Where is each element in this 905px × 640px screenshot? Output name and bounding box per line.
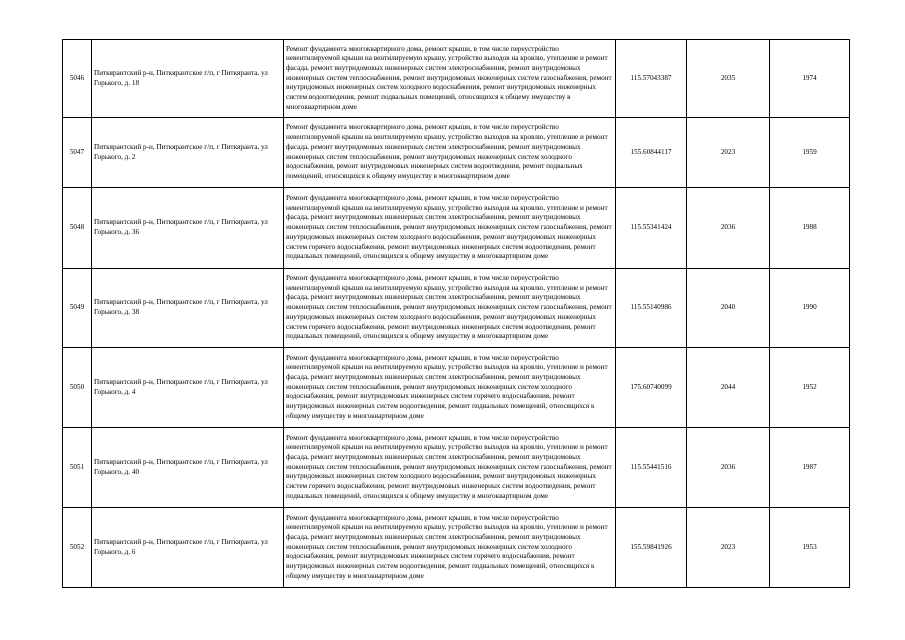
built-year-cell: 1974 bbox=[770, 40, 850, 118]
works-cell: Ремонт фундамента многоквартирного дома, ремонт крыши, в том числе переустройство невентилируемой крыши на вентилируемую крышу, устройство выходов на кровлю, утепление и ремонт фасада, ремонт внутридомовых инженерных систем электроснабжения, ремонт внутридомовых инженерных систем теплоснабжения, ремонт внутридомовых инженерных систем холодного водоснабжения, ремонт внутридомовых инженерных систем горячего водоснабжения, ремонт внутридомовых инженерных систем водоотведения, ремонт подвальных помещений, относящихся к общему имуществу в многоквартирном доме bbox=[284, 508, 616, 588]
table-row bbox=[63, 508, 850, 588]
built-year-cell: 1959 bbox=[770, 118, 850, 188]
row-number: 5050 bbox=[63, 348, 92, 428]
registry-table bbox=[62, 39, 850, 588]
address-cell: Питкярантский р-н, Питкярантское г/п, г Питкяранта, ул Горького, д. 40 bbox=[92, 428, 284, 508]
row-number: 5052 bbox=[63, 508, 92, 588]
built-year-cell: 1953 bbox=[770, 508, 850, 588]
address-cell: Питкярантский р-н, Питкярантское г/п, г Питкяранта, ул Горького, д. 18 bbox=[92, 40, 284, 118]
table-row bbox=[63, 428, 850, 508]
built-year-cell: 1952 bbox=[770, 348, 850, 428]
address-cell: Питкярантский р-н, Питкярантское г/п, г Питкяранта, ул Горького, д. 2 bbox=[92, 118, 284, 188]
works-cell: Ремонт фундамента многоквартирного дома, ремонт крыши, в том числе переустройство невентилируемой крыши на вентилируемую крышу, устройство выходов на кровлю, утепление и ремонт фасада, ремонт внутридомовых инженерных систем электроснабжения, ремонт внутридомовых инженерных систем теплоснабжения, ремонт внутридомовых инженерных систем газоснабжения, ремонт внутридомовых инженерных систем холодного водоснабжения, ремонт внутридомовых инженерных систем горячего водоснабжения, ремонт внутридомовых инженерных систем водоотведения, ремонт подвальных помещений, относящихся к общему имуществу в многоквартирном доме bbox=[284, 428, 616, 508]
area-cell: 115.55441516 bbox=[616, 428, 687, 508]
works-cell: Ремонт фундамента многоквартирного дома, ремонт крыши, в том числе переустройство невентилируемой крыши на вентилируемую крышу, устройство выходов на кровлю, утепление и ремонт фасада, ремонт внутридомовых инженерных систем электроснабжения, ремонт внутридомовых инженерных систем теплоснабжения, ремонт внутридомовых инженерных систем холодного водоснабжения, ремонт внутридомовых инженерных систем горячего водоснабжения, ремонт внутридомовых инженерных систем водоотведения, ремонт подвальных помещений, относящихся к общему имуществу в многоквартирном доме bbox=[284, 348, 616, 428]
built-year-cell: 1987 bbox=[770, 428, 850, 508]
table-row bbox=[63, 40, 850, 118]
table-row bbox=[63, 188, 850, 269]
area-cell: 155.60844117 bbox=[616, 118, 687, 188]
address-cell: Питкярантский р-н, Питкярантское г/п, г Питкяранта, ул Горького, д. 4 bbox=[92, 348, 284, 428]
area-cell: 175.60740099 bbox=[616, 348, 687, 428]
area-cell: 155.59841926 bbox=[616, 508, 687, 588]
planned-year-cell: 2044 bbox=[687, 348, 770, 428]
row-number: 5049 bbox=[63, 269, 92, 348]
built-year-cell: 1988 bbox=[770, 188, 850, 269]
works-cell: Ремонт фундамента многоквартирного дома, ремонт крыши, в том числе переустройство невентилируемой крыши на вентилируемую крышу, устройство выходов на кровлю, утепление и ремонт фасада, ремонт внутридомовых инженерных систем электроснабжения, ремонт внутридомовых инженерных систем теплоснабжения, ремонт внутридомовых инженерных систем газоснабжения, ремонт внутридомовых инженерных систем холодного водоснабжения, ремонт внутридомовых инженерных систем горячего водоснабжения, ремонт внутридомовых инженерных систем водоотведения, ремонт подвальных помещений, относящихся к общему имуществу в многоквартирном доме bbox=[284, 188, 616, 269]
row-number: 5048 bbox=[63, 188, 92, 269]
planned-year-cell: 2023 bbox=[687, 118, 770, 188]
area-cell: 115.57043387 bbox=[616, 40, 687, 118]
planned-year-cell: 2036 bbox=[687, 428, 770, 508]
address-cell: Питкярантский р-н, Питкярантское г/п, г Питкяранта, ул Горького, д. 36 bbox=[92, 188, 284, 269]
row-number: 5047 bbox=[63, 118, 92, 188]
planned-year-cell: 2035 bbox=[687, 40, 770, 118]
row-number: 5046 bbox=[63, 40, 92, 118]
table-row bbox=[63, 118, 850, 188]
table-row bbox=[63, 269, 850, 348]
built-year-cell: 1990 bbox=[770, 269, 850, 348]
planned-year-cell: 2023 bbox=[687, 508, 770, 588]
works-cell: Ремонт фундамента многоквартирного дома, ремонт крыши, в том числе переустройство невентилируемой крыши на вентилируемую крышу, устройство выходов на кровлю, утепление и ремонт фасада, ремонт внутридомовых инженерных систем электроснабжения, ремонт внутридомовых инженерных систем теплоснабжения, ремонт внутридомовых инженерных систем холодного водоснабжения, ремонт внутридомовых инженерных систем водоотведения, ремонт подвальных помещений, относящихся к общему имуществу в многоквартирном доме bbox=[284, 118, 616, 188]
area-cell: 115.55341424 bbox=[616, 188, 687, 269]
planned-year-cell: 2036 bbox=[687, 188, 770, 269]
row-number: 5051 bbox=[63, 428, 92, 508]
address-cell: Питкярантский р-н, Питкярантское г/п, г Питкяранта, ул Горького, д. 38 bbox=[92, 269, 284, 348]
works-cell: Ремонт фундамента многоквартирного дома, ремонт крыши, в том числе переустройство невентилируемой крыши на вентилируемую крышу, устройство выходов на кровлю, утепление и ремонт фасада, ремонт внутридомовых инженерных систем электроснабжения, ремонт внутридомовых инженерных систем теплоснабжения, ремонт внутридомовых инженерных систем газоснабжения, ремонт внутридомовых инженерных систем холодного водоснабжения, ремонт внутридомовых инженерных систем горячего водоснабжения, ремонт внутридомовых инженерных систем водоотведения, ремонт подвальных помещений, относящихся к общему имуществу в многоквартирном доме bbox=[284, 269, 616, 348]
document-page bbox=[62, 39, 850, 588]
area-cell: 115.55140986 bbox=[616, 269, 687, 348]
table-row bbox=[63, 348, 850, 428]
planned-year-cell: 2040 bbox=[687, 269, 770, 348]
works-cell: Ремонт фундамента многоквартирного дома, ремонт крыши, в том числе переустройство невентилируемой крыши на вентилируемую крышу, устройство выходов на кровлю, утепление и ремонт фасада, ремонт внутридомовых инженерных систем электроснабжения, ремонт внутридомовых инженерных систем теплоснабжения, ремонт внутридомовых инженерных систем газоснабжения, ремонт внутридомовых инженерных систем холодного водоснабжения, ремонт внутридомовых инженерных систем водоотведения, ремонт подвальных помещений, относящихся к общему имуществу в многоквартирном доме bbox=[284, 40, 616, 118]
address-cell: Питкярантский р-н, Питкярантское г/п, г Питкяранта, ул Горького, д. 6 bbox=[92, 508, 284, 588]
